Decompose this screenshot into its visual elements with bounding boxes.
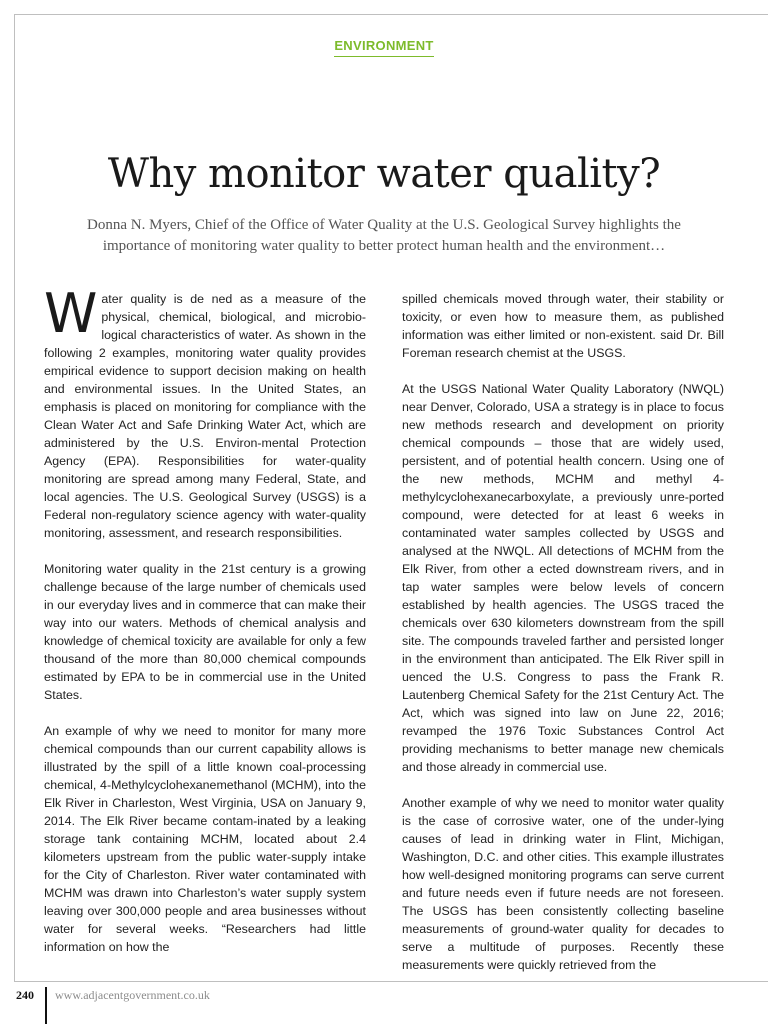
section-label: ENVIRONMENT — [334, 38, 433, 57]
website-link[interactable]: www.adjacentgovernment.co.uk — [55, 988, 210, 1002]
body-paragraph: At the USGS National Water Quality Laboratory (NWQL) near Denver, Colorado, USA a strategy is in place to focus new methods research and development on priority chemical compounds – those that are widely used, persistent, and of potential health concern. Using one of the new methods, MCHM and methyl 4-methylcyclohexanecarboxylate, a previously unre-ported compound, were detected for at least 6 weeks in contaminated water samples collected by USGS and analysed at the NWQL. All detections of MCHM from the Elk River, from other a ected downstream rivers, and in tap water samples were below levels of concern established by health agencies. The USGS traced the chemicals over 630 kilometers downstream from the spill site. The compounds traveled farther and persisted longer in the environment than anticipated. The Elk River spill in uenced the U.S. Congress to pass the Frank R. Lautenberg Chemical Safety for the 21st Century Act. The Act, which was signed into law on June 22, 2016; revamped the 1976 Toxic Substances Control Act providing mechanisms to better manage new chemicals and those already in commercial use. — [402, 382, 724, 774]
section-tag — [0, 37, 768, 57]
paragraph-text: ater quality is de ned as a measure of the physical, chemical, biological, and microbio-logical characteristics of water. As shown in the following 2 examples, monitoring water quality provides empirical evidence to support decision making on health and environmental issues. In the United States, an emphasis is placed on monitoring for compliance with the Clean Water Act and Safe Drinking Water Act, which are administered by the U.S. Environ-mental Protection Agency (EPA). Responsibilities for water-quality monitoring are spread among many Federal, State, and local agencies. The U.S. Geological Survey (USGS) is a Federal non-regulatory science agency with water-quality monitoring, assessment, and research responsibilities. — [44, 292, 366, 540]
page-number: 240 — [16, 988, 34, 1002]
page-frame-top — [14, 14, 768, 15]
body-paragraph: Monitoring water quality in the 21st century is a growing challenge because of the large number of chemicals used in our everyday lives and in commerce that can make their way into our waters. Methods of chemical analysis and knowledge of chemical toxicity are available for only a few thousand of the more than 80,000 chemical compounds estimated by EPA to be in commercial use in the United States. — [44, 562, 366, 702]
left-column — [44, 282, 366, 974]
body-paragraph — [44, 282, 366, 542]
right-column — [402, 290, 724, 992]
drop-cap: W — [44, 282, 98, 345]
article-standfirst: Donna N. Myers, Chief of the Office of Water Quality at the U.S. Geological Survey highlights the importance of monitoring water quality to better protect human health and the environment… — [87, 217, 681, 254]
body-paragraph: spilled chemicals moved through water, their stability or toxicity, or even how to measure them, as published information was either limited or non-existent. said Dr. Bill Foreman research chemist at the USGS. — [402, 292, 724, 360]
article-title: Why monitor water quality? — [107, 151, 661, 197]
footer-divider — [45, 987, 47, 1024]
body-paragraph: Another example of why we need to monitor water quality is the case of corrosive water, one of the under-lying causes of lead in drinking water in Flint, Michigan, Washington, D.C. and other cities. This example illustrates how well-designed monitoring programs can serve current and future needs even if future needs are not foreseen. The USGS has been consistently collecting baseline measurements of ground-water quality for decades to serve a multitude of purposes. Recently these measurements were quickly retrieved from the — [402, 796, 724, 972]
body-paragraph: An example of why we need to monitor for many more chemical compounds than our current capability allows is illustrated by the spill of a little known coal-processing chemical, 4-Methylcyclohexanemethanol (MCHM), into the Elk River in Charleston, West Virginia, USA on January 9, 2014. The Elk River became contam-inated by a leaking storage tank containing MCHM, located about 2.4 kilometers upstream from the public water-supply intake for the City of Charleston. River water contaminated with MCHM was drawn into Charleston’s water supply system leaving over 300,000 people and area businesses without water for several weeks. “Researchers had little information on how the — [44, 724, 366, 954]
